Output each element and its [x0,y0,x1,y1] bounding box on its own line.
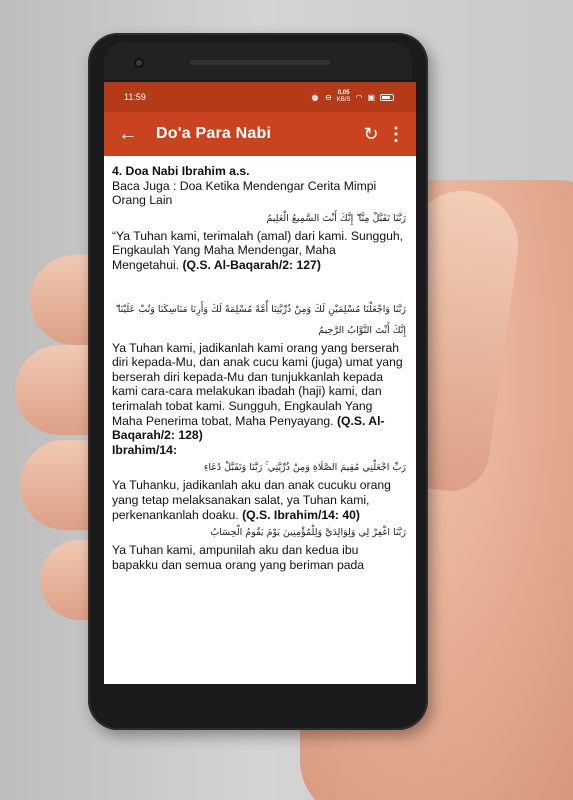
subheading: Ibrahim/14: [112,442,178,457]
app-bar [104,112,416,156]
wifi-icon: ◠ [355,92,363,102]
read-also-link[interactable]: Doa Ketika Mendengar Cerita Mimpi Orang Lain [112,178,377,208]
verse-reference: (Q.S. Al-Baqarah/2: 128) [112,413,385,443]
arabic-verse: رَبَّنَا تَقَبَّلْ مِنَّا ۖ إِنَّكَ أَنْتَ السَّمِيعُ الْعَلِيمُ [266,212,406,224]
verse-reference: (Q.S. Al-Baqarah/2: 127) [182,257,321,272]
more-vertical-icon[interactable]: ⋮ [387,123,405,144]
article-content [104,156,416,572]
phone-screen [104,82,416,684]
front-camera [134,58,144,68]
earpiece-speaker [190,60,330,65]
page-title: Do'a Para Nabi [156,125,272,142]
section-heading: 4. Doa Nabi Ibrahim a.s. [112,164,250,178]
translation-paragraph: “Ya Tuhan kami, terimalah (amal) dari kami. Sungguh, Engkaulah Yang Maha Mendengar, Maha Mengetahui. (Q.S. Al-Baqarah/2: 127) [112,228,404,272]
arrow-left-icon[interactable]: ← [118,123,138,145]
battery-icon [380,94,394,101]
status-bar [104,82,416,112]
arabic-verse: رَبَّنَا اغْفِرْ لِي وَلِوَالِدَيَّ وَلِلْمُؤْمِنِينَ يَوْمَ يَقُومُ الْحِسَابُ [210,527,406,539]
translation-paragraph: Ya Tuhanku, jadikanlah aku dan anak cucuku orang yang tetap melaksanakan salat, ya Tuhan kami, perkenankanlah doaku. (Q.S. Ibrahim/14: 40) [112,478,391,522]
refresh-icon[interactable]: ↻ [363,123,379,144]
arabic-verse: رَبَّنَا وَاجْعَلْنَا مُسْلِمَيْنِ لَكَ وَمِنْ ذُرِّيَّتِنَا أُمَّةً مُسْلِمَةً لَكَ وَأَرِنَا مَنَاسِكَنَا وَتُبْ عَلَيْنَا ۖ إِنَّكَ أَنْتَ التَّوَّابُ الرَّحِيمُ [115,303,406,336]
translation-paragraph: Ya Tuhan kami, ampunilah aku dan kedua ibu bapakku dan semua orang yang beriman pada [112,543,365,572]
network-speed: 0,05 KB/S [336,90,351,103]
read-also [112,179,406,208]
signal-icon: ▣ [367,92,375,102]
arabic-verse: رَبِّ اجْعَلْنِي مُقِيمَ الصَّلَاةِ وَمِنْ ذُرِّيَّتِي ۚ رَبَّنَا وَتَقَبَّلْ دُعَاءِ [203,462,406,474]
translation-paragraph: Ya Tuhan kami, jadikanlah kami orang yang berserah diri kepada-Mu, dan anak cucu kami (juga) umat yang berserah diri kepada-Mu dan tunjukkanlah kepada kami cara-cara melakukan ibadah (haji) kami, dan terimalah tobat kami. Sungguh, Engkaulah Yang Maha Penerima tobat, Maha Penyayang. (Q.S. Al-Baqarah/2: 128) [112,340,403,443]
status-time: 11:59 [124,92,146,102]
status-icons [310,90,394,104]
verse-reference: (Q.S. Ibrahim/14: 40) [242,507,360,522]
read-also-label: Baca Juga : [112,178,177,193]
alarm-icon: ⏰ [310,92,321,102]
dnd-icon: ⊖ [325,92,332,102]
